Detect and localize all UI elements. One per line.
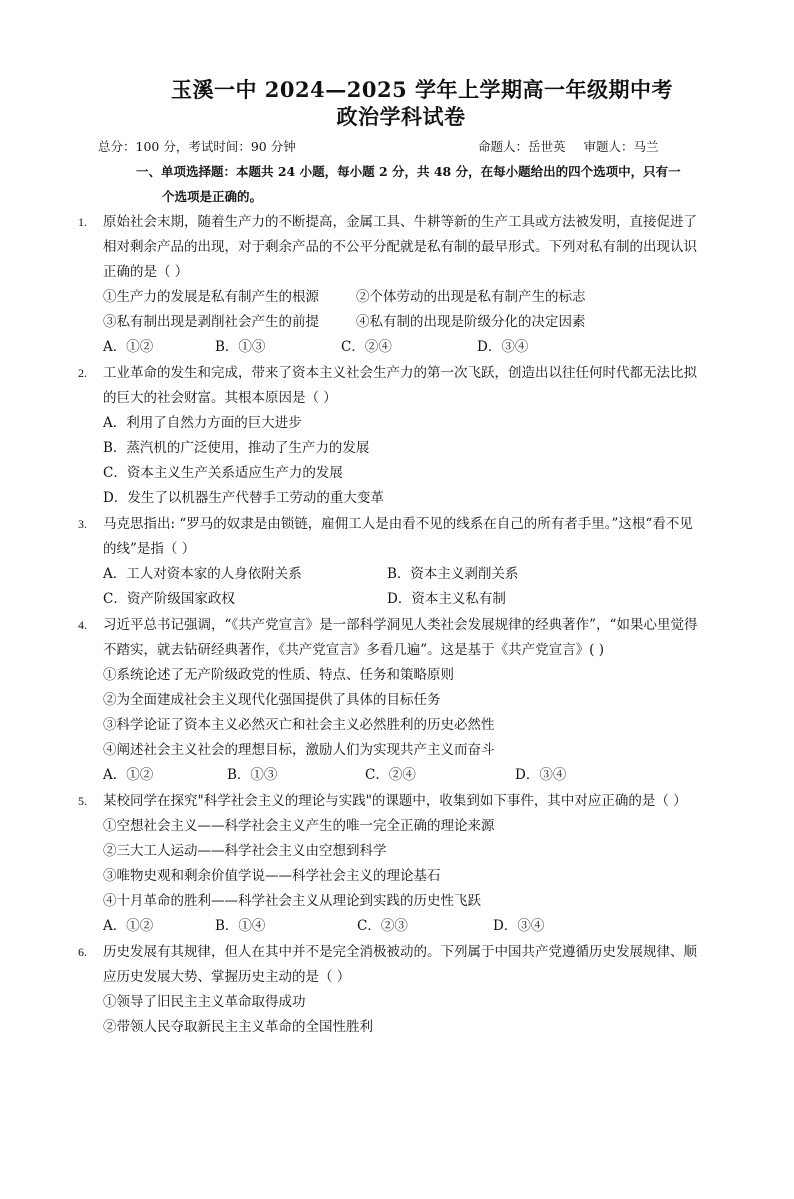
question-number: 4. xyxy=(78,618,87,632)
exam-meta xyxy=(78,136,724,158)
choice-d[interactable]: D．发生了以机器生产代替手工劳动的重大变革 xyxy=(103,490,384,506)
question-stem xyxy=(78,789,724,814)
statement-item: ④十月革命的胜利——科学社会主义从理论到实践的历史性飞跃 xyxy=(103,893,481,909)
statement-item: ①空想社会主义——科学社会主义产生的唯一完全正确的理论来源 xyxy=(103,818,495,834)
choice-a[interactable]: A．①② xyxy=(103,339,154,355)
choice-d[interactable]: D．资本主义私有制 xyxy=(387,591,506,607)
choice-a[interactable]: A．利用了自然力方面的巨大进步 xyxy=(103,415,302,431)
question-6 xyxy=(78,940,724,990)
section-line-1: 一、单项选择题：本题共 24 小题，每小题 2 分，共 48 分，在每小题给出的四个选项中，只有一 xyxy=(136,164,681,179)
choice-c[interactable]: C．②③ xyxy=(357,918,408,934)
question-stem xyxy=(78,361,724,411)
stem-line: 的巨大的社会财富。其根本原因是（ ） xyxy=(103,390,337,406)
question-number: 3. xyxy=(78,517,87,531)
choice-c[interactable]: C．②④ xyxy=(365,767,416,783)
question-number: 1. xyxy=(78,215,87,229)
question-number: 6. xyxy=(78,945,87,959)
stem-line: 习近平总书记强调，“《共产党宣言》是一部科学洞见人类社会发展规律的经典著作”，“如果心里觉得 xyxy=(103,617,698,633)
choice-d[interactable]: D．③④ xyxy=(477,339,529,355)
statement-item: ②为全面建成社会主义现代化强国提供了具体的目标任务 xyxy=(103,692,441,708)
stem-line: 马克思指出: “罗马的奴隶是由锁链，雇佣工人是由看不见的线系在自己的所有者手里。”这根“看不见 xyxy=(103,516,693,532)
choice-b[interactable]: B．①④ xyxy=(215,918,266,934)
score-time: 总分：100 分，考试时间：90 分钟 xyxy=(98,139,296,154)
choice-c[interactable]: C．资本主义生产关系适应生产力的发展 xyxy=(103,465,343,481)
stem-line: 相对剩余产品的出现，对于剩余产品的不公平分配就是私有制的最早形式。下列对私有制的出现认识 xyxy=(103,239,697,255)
stem-line: 正确的是（ ） xyxy=(103,264,189,280)
statement-item: ③唯物史观和剩余价值学说——科学社会主义的理论基石 xyxy=(103,868,441,884)
choice-a[interactable]: A．①② xyxy=(103,918,154,934)
statement-item: ②带领人民夺取新民主主义革命的全国性胜利 xyxy=(103,1019,373,1035)
stem-line: 不踏实，就去钻研经典著作，《共产党宣言》多看几遍”。这是基于《共产党宣言》( ) xyxy=(103,642,604,658)
statement-item: ②个体劳动的出现是私有制产生的标志 xyxy=(356,289,586,305)
choice-a[interactable]: A．①② xyxy=(103,767,154,783)
exam-title: 玉溪一中 2024—2025 学年上学期高一年级期中考 xyxy=(170,77,673,102)
statement-row xyxy=(78,310,724,335)
stem-line: 某校同学在探究"科学社会主义的理论与实践"的课题中，收集到如下事件，其中对应正确的是（ ） xyxy=(103,793,687,809)
choice-row xyxy=(78,562,724,587)
statement-item: ③科学论证了资本主义必然灭亡和社会主义必然胜利的历史必然性 xyxy=(103,717,495,733)
exam-subject-title: 政治学科试卷 xyxy=(336,104,466,129)
question-number: 5. xyxy=(78,794,87,808)
question-3 xyxy=(78,512,724,562)
reviewer: 审题人：马兰 xyxy=(583,139,659,154)
question-4 xyxy=(78,613,724,663)
question-5 xyxy=(78,789,724,814)
exam-page xyxy=(0,76,794,1199)
choice-d[interactable]: D．③④ xyxy=(493,918,545,934)
choice-b[interactable]: B．蒸汽机的广泛使用，推动了生产力的发展 xyxy=(103,440,370,456)
statement-item: ②三大工人运动——科学社会主义由空想到科学 xyxy=(103,843,387,859)
stem-line: 的线”是指（ ） xyxy=(103,541,196,557)
question-stem xyxy=(78,512,724,562)
question-stem xyxy=(78,210,724,285)
statement-item: ①生产力的发展是私有制产生的根源 xyxy=(103,289,319,305)
question-1 xyxy=(78,210,724,285)
choice-row xyxy=(78,335,724,360)
section-heading xyxy=(78,159,724,209)
choice-c[interactable]: C．②④ xyxy=(341,339,392,355)
statement-row xyxy=(78,285,724,310)
choice-row xyxy=(78,914,724,939)
choice-c[interactable]: C．资产阶级国家政权 xyxy=(103,591,235,607)
stem-line: 应历史发展大势、掌握历史主动的是（ ） xyxy=(103,969,351,985)
statement-item: ①领导了旧民主主义革命取得成功 xyxy=(103,994,306,1010)
stem-line: 工业革命的发生和完成，带来了资本主义社会生产力的第一次飞跃，创造出以往任何时代都无法比拟 xyxy=(103,365,697,381)
question-2 xyxy=(78,361,724,411)
choice-b[interactable]: B．①③ xyxy=(215,339,266,355)
choice-b[interactable]: B．资本主义剥削关系 xyxy=(387,566,519,582)
choice-b[interactable]: B．①③ xyxy=(227,767,278,783)
question-number: 2. xyxy=(78,366,87,380)
statement-item: ①系统论述了无产阶级政党的性质、特点、任务和策略原则 xyxy=(103,667,454,683)
statement-item: ④私有制的出现是阶级分化的决定因素 xyxy=(356,314,586,330)
statement-item: ④阐述社会主义社会的理想目标，激励人们为实现共产主义而奋斗 xyxy=(103,742,495,758)
question-stem xyxy=(78,613,724,663)
section-line-2: 个选项是正确的。 xyxy=(162,189,263,204)
stem-line: 历史发展有其规律，但人在其中并不是完全消极被动的。下列属于中国共产党遵循历史发展规律、顺 xyxy=(103,944,697,960)
stem-line: 原始社会末期，随着生产力的不断提高，金属工具、牛耕等新的生产工具或方法被发明，直接促进了 xyxy=(103,214,697,230)
choice-row xyxy=(78,763,724,788)
choice-row xyxy=(78,587,724,612)
setters xyxy=(478,136,673,158)
choice-d[interactable]: D．③④ xyxy=(515,767,567,783)
question-stem xyxy=(78,940,724,990)
setter: 命题人：岳世英 xyxy=(478,139,566,154)
statement-item: ③私有制出现是剥削社会产生的前提 xyxy=(103,314,319,330)
choice-a[interactable]: A．工人对资本家的人身依附关系 xyxy=(103,566,302,582)
